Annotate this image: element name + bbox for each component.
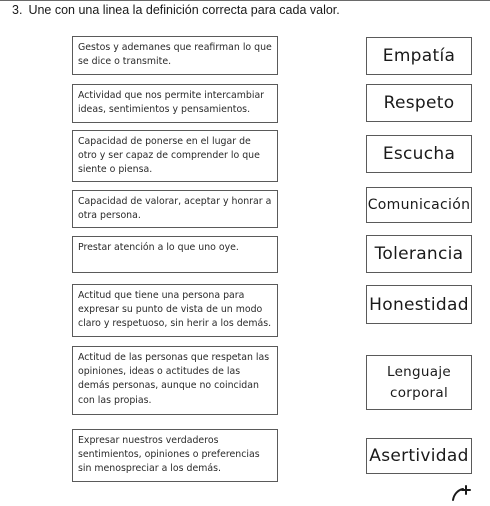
definition-box-8[interactable]: Expresar nuestros verdaderos sentimientos, opiniones o preferencias sin menospreciar a los demás. <box>72 429 278 482</box>
definition-box-5[interactable]: Prestar atención a lo que uno oye. <box>72 236 278 273</box>
definition-box-6[interactable]: Actitud que tiene una persona para expresar su punto de vista de un modo claro y respetuoso, sin herir a los demás. <box>72 284 278 337</box>
value-box-lenguaje-corporal[interactable]: Lenguaje corporal <box>366 355 472 410</box>
value-box-asertividad[interactable]: Asertividad <box>366 438 472 474</box>
definition-box-1[interactable]: Gestos y ademanes que reafirman lo que se dice o transmite. <box>72 36 278 75</box>
top-rule <box>0 0 490 1</box>
value-box-respeto[interactable]: Respeto <box>366 84 472 122</box>
value-box-empatia[interactable]: Empatía <box>366 37 472 75</box>
value-box-escucha[interactable]: Escucha <box>366 135 472 173</box>
instruction-text: Une con una linea la definición correcta para cada valor. <box>28 3 340 17</box>
value-box-honestidad[interactable]: Honestidad <box>366 285 472 324</box>
definition-box-4[interactable]: Capacidad de valorar, aceptar y honrar a otra persona. <box>72 190 278 228</box>
value-box-comunicacion[interactable]: Comunicación <box>366 187 472 223</box>
value-box-tolerancia[interactable]: Tolerancia <box>366 235 472 273</box>
definition-box-2[interactable]: Actividad que nos permite intercambiar ideas, sentimientos y pensamientos. <box>72 84 278 123</box>
instruction-number: 3. <box>12 3 23 17</box>
definition-box-3[interactable]: Capacidad de ponerse en el lugar de otro y ser capaz de comprender lo que siente o piensa. <box>72 130 278 182</box>
draw-arrow-icon[interactable] <box>450 484 474 502</box>
instruction <box>12 3 340 17</box>
definition-box-7[interactable]: Actitud de las personas que respetan las opiniones, ideas o actitudes de las demás personas, aunque no coincidan con las propias. <box>72 346 278 415</box>
